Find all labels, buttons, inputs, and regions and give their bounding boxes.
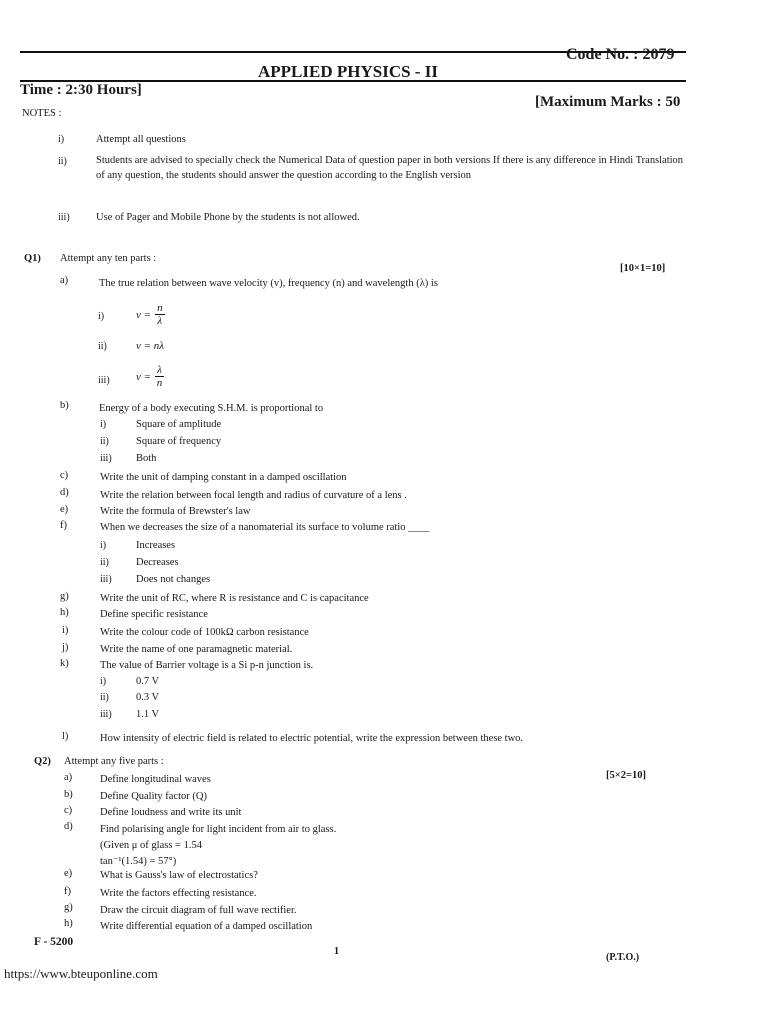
note-text: Use of Pager and Mobile Phone by the students is not allowed. <box>96 212 360 223</box>
item-label: j) <box>62 642 69 653</box>
option-text: Square of frequency <box>136 436 222 447</box>
formula-lhs: v = <box>136 309 152 322</box>
item-text: (Given μ of glass = 1.54 <box>100 840 202 851</box>
item-text: Define specific resistance <box>100 609 208 620</box>
option-num: i) <box>98 311 105 322</box>
formula-lhs: v = <box>136 371 152 384</box>
item-label: g) <box>64 902 73 913</box>
option-num: i) <box>100 540 107 551</box>
footer-code: F - 5200 <box>34 936 74 948</box>
item-label: k) <box>60 658 69 669</box>
option-text: 0.7 V <box>136 676 160 687</box>
fraction-numerator: λ <box>157 364 162 376</box>
option-text: Both <box>136 453 157 464</box>
fraction-denominator: λ <box>157 315 163 327</box>
item-text: Write the formula of Brewster's law <box>100 506 251 517</box>
time-allowed: Time : 2:30 Hours] <box>20 82 142 98</box>
question-instruction: Attempt any ten parts : <box>60 253 157 264</box>
option-num: ii) <box>100 557 109 568</box>
item-label: f) <box>64 886 71 897</box>
option-num: ii) <box>100 436 109 447</box>
item-text: Write differential equation of a damped oscillation <box>100 921 313 932</box>
item-label: e) <box>64 868 73 879</box>
item-label: a) <box>60 275 69 286</box>
paper-title: APPLIED PHYSICS - II <box>258 62 438 81</box>
item-label: f) <box>60 520 67 531</box>
item-text: Write the name of one paramagnetic material. <box>100 644 293 655</box>
item-label: l) <box>62 731 69 742</box>
question-label: Q1) <box>24 253 41 264</box>
item-label: c) <box>64 805 73 816</box>
fraction-numerator: n <box>157 302 163 314</box>
question-instruction: Attempt any five parts : <box>64 756 164 767</box>
option-num: iii) <box>100 453 112 464</box>
option-num: iii) <box>98 375 110 386</box>
item-label: h) <box>60 607 69 618</box>
page-number: 1 <box>334 946 339 957</box>
fraction <box>155 302 165 327</box>
fraction-denominator: n <box>156 377 163 389</box>
option-num: i) <box>100 676 107 687</box>
item-label: h) <box>64 918 73 929</box>
option-text: 0.3 V <box>136 692 160 703</box>
item-text: Define longitudinal waves <box>100 774 211 785</box>
note-num: iii) <box>58 212 70 223</box>
item-label: c) <box>60 470 69 481</box>
option-num: iii) <box>100 709 112 720</box>
item-label: a) <box>64 772 73 783</box>
item-label: i) <box>62 625 69 636</box>
option-text: Increases <box>136 540 176 551</box>
item-text: Define Quality factor (Q) <box>100 791 207 802</box>
item-text: Write the unit of RC, where R is resistance and C is capacitance <box>100 593 369 604</box>
item-text: Define loudness and write its unit <box>100 807 242 818</box>
item-label: d) <box>64 821 73 832</box>
item-text: Draw the circuit diagram of full wave rectifier. <box>100 905 297 916</box>
item-label: g) <box>60 591 69 602</box>
option-text: Decreases <box>136 557 179 568</box>
formula-v-lambda-over-n <box>136 364 164 389</box>
item-text: The value of Barrier voltage is a Si p-n junction is. <box>100 660 314 671</box>
question-marks: [5×2=10] <box>606 770 646 781</box>
option-num: ii) <box>100 692 109 703</box>
option-num: ii) <box>98 341 107 352</box>
item-text: What is Gauss's law of electrostatics? <box>100 870 258 881</box>
fraction <box>155 364 164 389</box>
formula-v-equals-n-lambda: v = nλ <box>136 340 165 352</box>
item-text: Write the unit of damping constant in a damped oscillation <box>100 472 347 483</box>
item-label: b) <box>64 789 73 800</box>
note-num: i) <box>58 134 65 145</box>
note-num: ii) <box>58 156 67 167</box>
code-number: Code No. : 2079 <box>566 46 675 63</box>
item-label: d) <box>60 487 69 498</box>
option-num: i) <box>100 419 107 430</box>
maximum-marks: [Maximum Marks : 50 <box>535 94 681 110</box>
note-text: Attempt all questions <box>96 134 186 145</box>
pto-mark: (P.T.O.) <box>606 952 640 963</box>
item-text: When we decreases the size of a nanomaterial its surface to volume ratio ____ <box>100 522 430 533</box>
item-text: tan⁻¹(1.54) = 57°) <box>100 856 177 867</box>
item-text: Write the colour code of 100kΩ carbon resistance <box>100 627 309 638</box>
source-url[interactable]: https://www.bteuponline.com <box>4 966 158 981</box>
item-label: e) <box>60 504 69 515</box>
item-text: Write the relation between focal length and radius of curvature of a lens . <box>100 490 407 501</box>
item-text: Energy of a body executing S.H.M. is proportional to <box>99 403 324 414</box>
item-text: Find polarising angle for light incident from air to glass. <box>100 824 337 835</box>
item-text: The true relation between wave velocity (v), frequency (n) and wavelength (λ) is <box>99 278 438 289</box>
option-text: Does not changes <box>136 574 211 585</box>
question-label: Q2) <box>34 756 51 767</box>
note-text: Students are advised to specially check the Numerical Data of question paper in both versions If there is any difference in Hindi Translation of any question, the students should answer the question according to the English version <box>96 155 684 181</box>
item-text: How intensity of electric field is related to electric potential, write the expression between these two. <box>100 733 524 744</box>
item-label: b) <box>60 400 69 411</box>
option-text: Square of amplitude <box>136 419 222 430</box>
option-text: 1.1 V <box>136 709 160 720</box>
item-text: Write the factors effecting resistance. <box>100 888 257 899</box>
option-num: iii) <box>100 574 112 585</box>
notes-label: NOTES : <box>22 108 62 119</box>
question-marks: [10×1=10] <box>620 263 666 274</box>
formula-v-n-over-lambda <box>136 302 165 327</box>
